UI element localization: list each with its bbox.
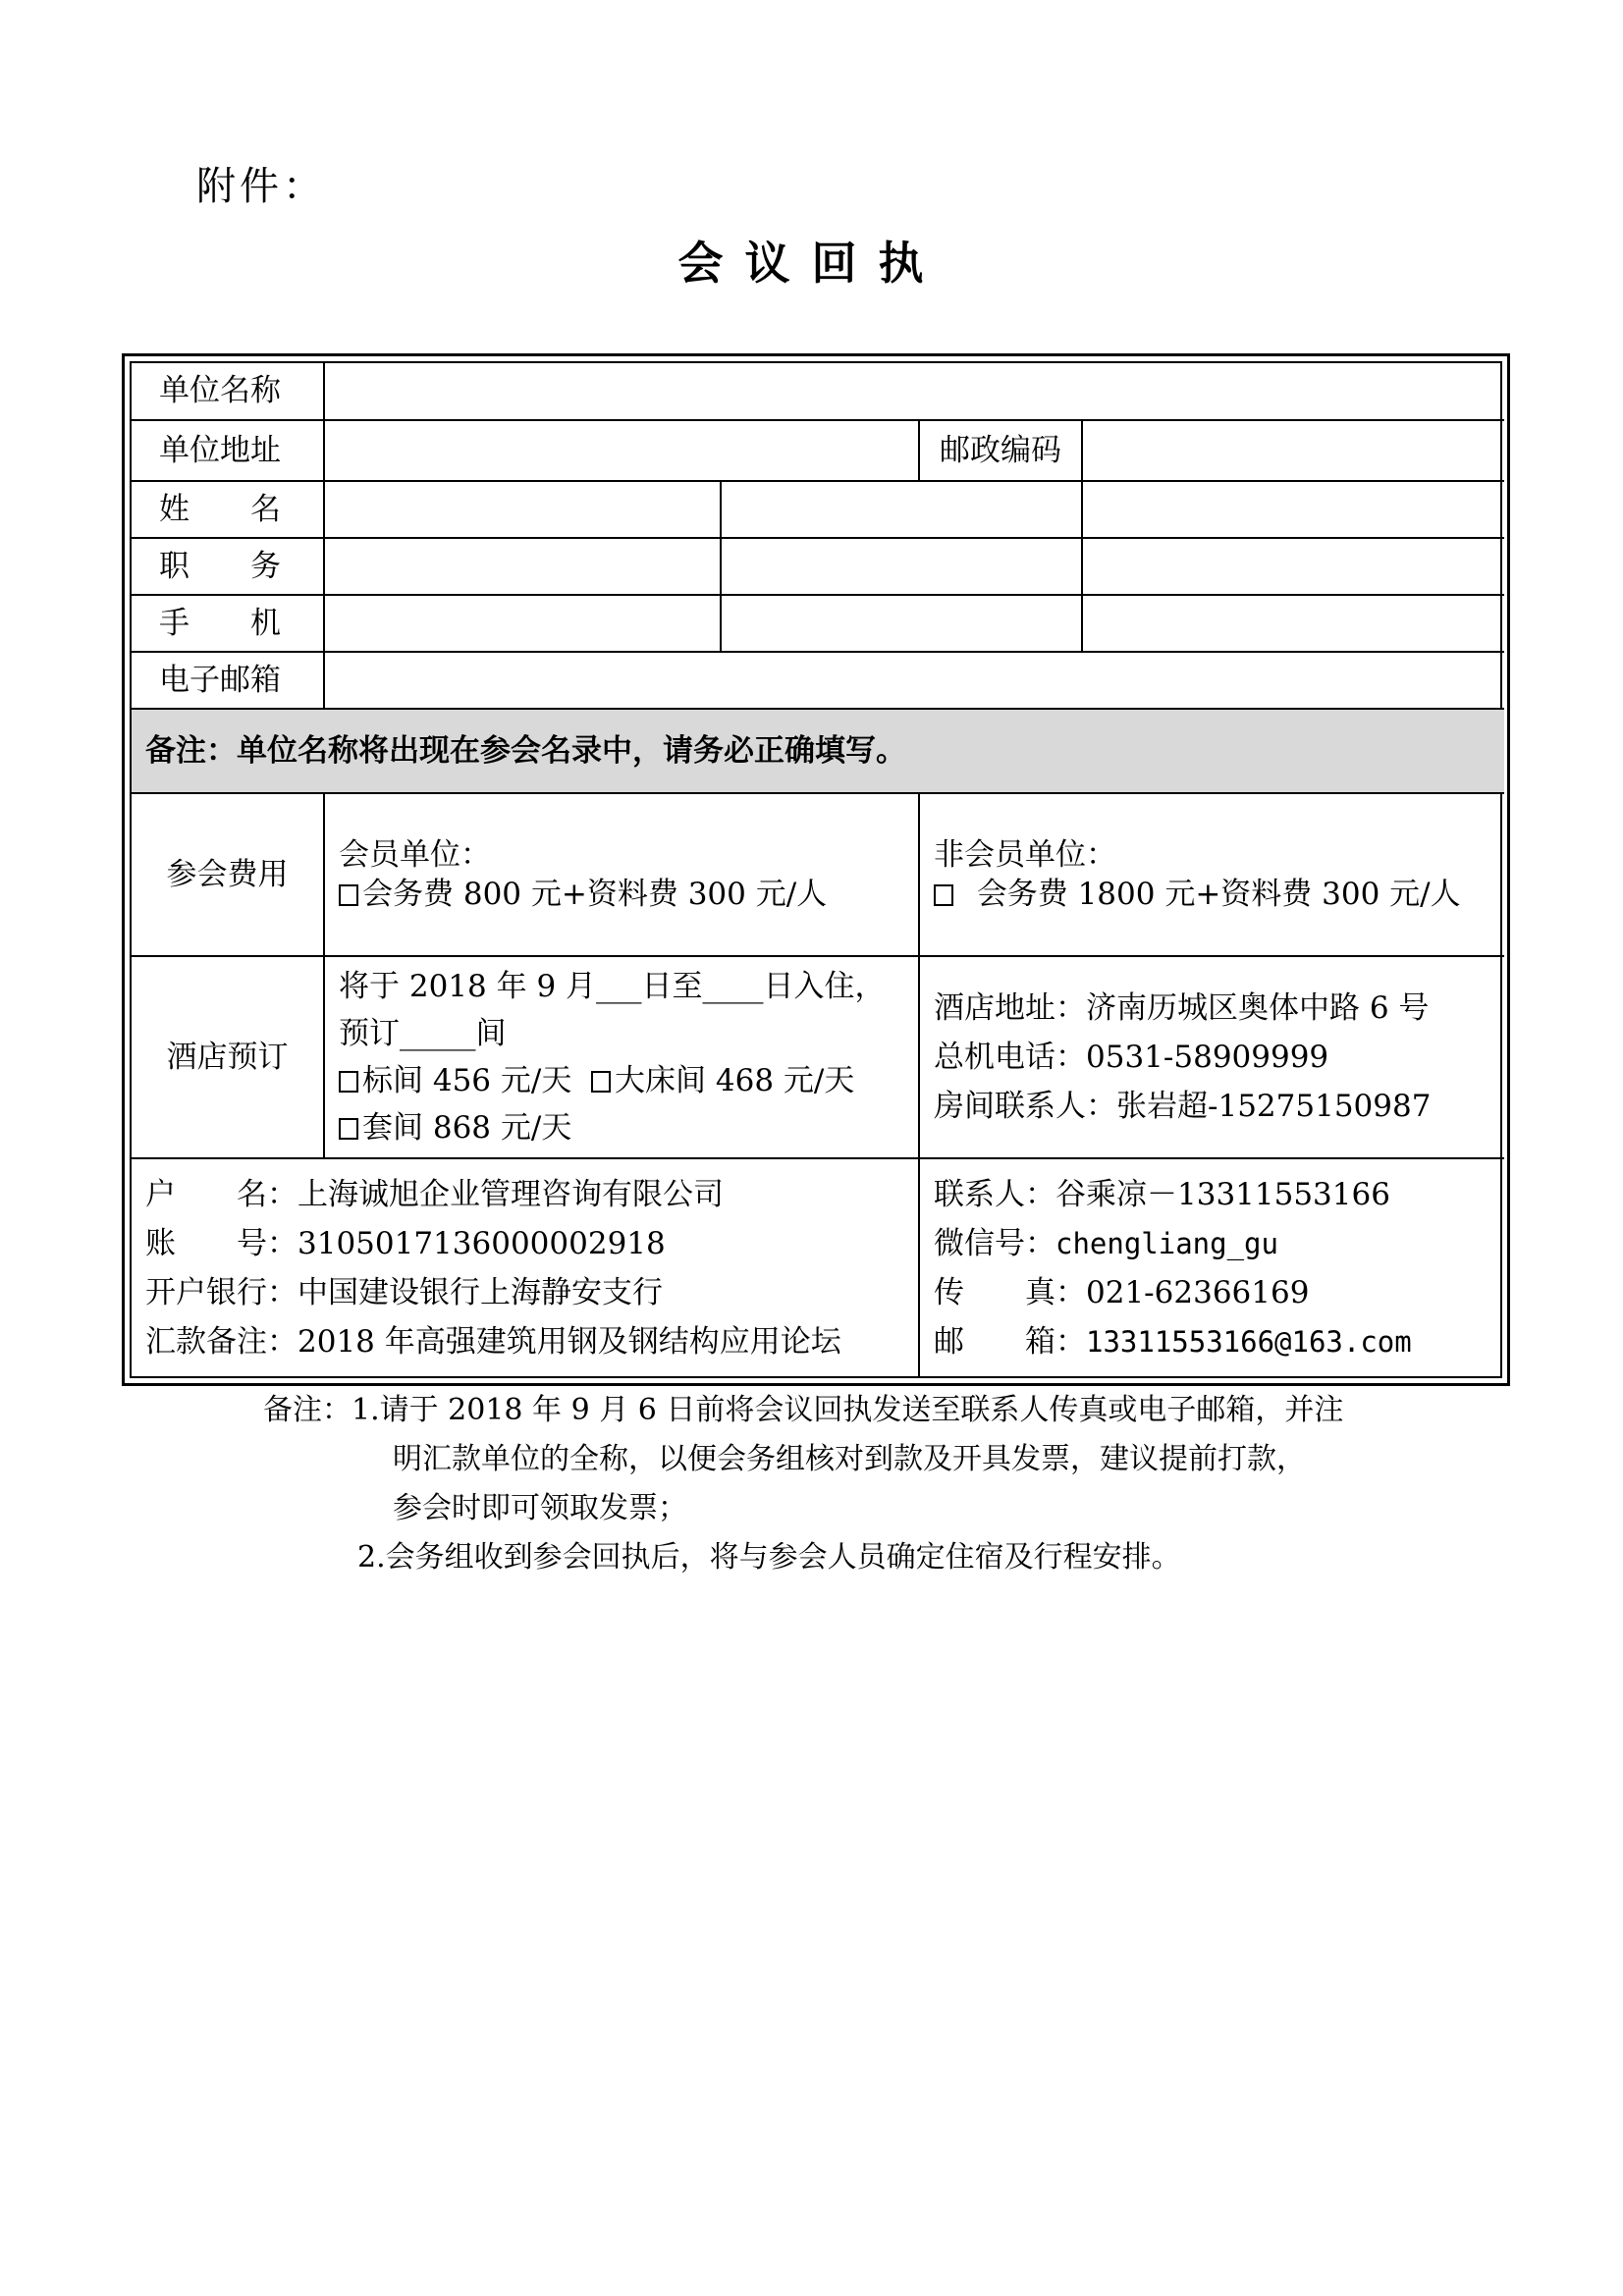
non-member-fee-cell bbox=[919, 793, 1504, 956]
account-name-key: 户 名： bbox=[145, 1176, 298, 1212]
position-field-1[interactable] bbox=[324, 538, 721, 595]
account-name: 上海诚旭企业管理咨询有限公司 bbox=[298, 1176, 724, 1212]
mail-address: 13311553166@163.com bbox=[1086, 1324, 1412, 1359]
wechat-key: 微信号： bbox=[934, 1225, 1055, 1261]
wechat-row bbox=[934, 1219, 1490, 1268]
row-email bbox=[132, 652, 1504, 709]
checkbox-icon[interactable] bbox=[339, 884, 358, 906]
account-no-key: 账 号： bbox=[145, 1225, 298, 1261]
mail-key: 邮 箱： bbox=[934, 1323, 1086, 1360]
checkbox-icon[interactable] bbox=[934, 884, 953, 906]
room-king: 大床间 468 元/天 bbox=[615, 1063, 855, 1098]
bank-info-cell bbox=[132, 1158, 919, 1376]
remark-key: 汇款备注： bbox=[145, 1323, 298, 1360]
contact-person-row bbox=[934, 1170, 1490, 1219]
checkbox-icon[interactable] bbox=[591, 1071, 611, 1093]
position-field-2[interactable] bbox=[721, 538, 1082, 595]
unit-name-label: 单位名称 bbox=[132, 363, 324, 420]
unit-address-field[interactable] bbox=[324, 420, 919, 481]
footnote-line4: 2.会务组收到参会回执后，将与参会人员确定住宿及行程安排。 bbox=[357, 1540, 1181, 1575]
attachment-label: 附件： bbox=[196, 164, 326, 209]
row-position bbox=[132, 538, 1504, 595]
room-suite: 套间 868 元/天 bbox=[362, 1110, 572, 1146]
row-name bbox=[132, 481, 1504, 538]
mobile-field-1[interactable] bbox=[324, 595, 721, 652]
mobile-field-3[interactable] bbox=[1082, 595, 1504, 652]
fax-row bbox=[934, 1268, 1490, 1317]
contact-cell bbox=[919, 1158, 1504, 1376]
member-fee-cell bbox=[324, 793, 919, 956]
receipt-form bbox=[122, 353, 1510, 1386]
room-standard: 标间 456 元/天 bbox=[362, 1063, 572, 1098]
account-no-row bbox=[145, 1219, 904, 1268]
footnote-line3: 参会时即可领取发票； bbox=[393, 1491, 687, 1525]
account-no: 3105017136000002918 bbox=[298, 1225, 666, 1261]
hotel-booking-line2: 预订_____间 bbox=[339, 1016, 507, 1051]
footnote-line1: 备注：1.请于 2018 年 9 月 6 日前将会议回执发送至联系人传真或电子邮箱，并注 bbox=[263, 1393, 1344, 1427]
row-bank-contact bbox=[132, 1158, 1504, 1376]
row-note bbox=[132, 709, 1504, 793]
name-field-1[interactable] bbox=[324, 481, 721, 538]
mail-row bbox=[934, 1317, 1490, 1366]
checkbox-icon[interactable] bbox=[339, 1071, 358, 1093]
contact-person-key: 联系人： bbox=[934, 1176, 1055, 1212]
row-fee bbox=[132, 793, 1504, 956]
fee-label: 参会费用 bbox=[132, 793, 324, 956]
footnotes bbox=[263, 1386, 1461, 1582]
remark-text: 2018 年高强建筑用钢及钢结构应用论坛 bbox=[298, 1323, 841, 1360]
receipt-table bbox=[132, 363, 1504, 1376]
checkbox-icon[interactable] bbox=[339, 1118, 358, 1140]
remark-row bbox=[145, 1317, 904, 1366]
mobile-field-2[interactable] bbox=[721, 595, 1082, 652]
unit-name-field[interactable] bbox=[324, 363, 1504, 420]
hotel-booking-cell bbox=[324, 956, 919, 1158]
row-mobile bbox=[132, 595, 1504, 652]
email-field[interactable] bbox=[324, 652, 1504, 709]
unit-address-label: 单位地址 bbox=[132, 420, 324, 481]
hotel-label: 酒店预订 bbox=[132, 956, 324, 1158]
name-label: 姓 名 bbox=[132, 481, 324, 538]
room-suite-row bbox=[339, 1104, 904, 1151]
name-field-2[interactable] bbox=[721, 481, 1082, 538]
bank-row bbox=[145, 1268, 904, 1317]
footnote-line2: 明汇款单位的全称，以便会务组核对到款及开具发票，建议提前打款， bbox=[393, 1442, 1306, 1476]
mobile-label: 手 机 bbox=[132, 595, 324, 652]
hotel-room-contact: 房间联系人：张岩超-15275150987 bbox=[934, 1089, 1432, 1124]
member-option-label: 会务费 800 元+资料费 300 元/人 bbox=[362, 877, 828, 912]
receipt-form-inner bbox=[130, 361, 1502, 1378]
hotel-booking-line1: 将于 2018 年 9 月___日至____日入住， bbox=[339, 969, 886, 1004]
account-name-row bbox=[145, 1170, 904, 1219]
email-label: 电子邮箱 bbox=[132, 652, 324, 709]
position-label: 职 务 bbox=[132, 538, 324, 595]
row-hotel bbox=[132, 956, 1504, 1158]
contact-person: 谷乘凉－13311553166 bbox=[1055, 1176, 1390, 1212]
hotel-info-cell bbox=[919, 956, 1504, 1158]
name-field-3[interactable] bbox=[1082, 481, 1504, 538]
non-member-title: 非会员单位： bbox=[934, 836, 1116, 873]
position-field-3[interactable] bbox=[1082, 538, 1504, 595]
hotel-address: 酒店地址：济南历城区奥体中路 6 号 bbox=[934, 990, 1430, 1026]
hotel-phone: 总机电话：0531-58909999 bbox=[934, 1040, 1329, 1075]
wechat-id: chengliang_gu bbox=[1055, 1226, 1278, 1260]
non-member-option-label: 会务费 1800 元+资料费 300 元/人 bbox=[976, 877, 1461, 912]
fax-number: 021-62366169 bbox=[1086, 1274, 1310, 1310]
member-title: 会员单位： bbox=[339, 836, 491, 873]
row-unit-name bbox=[132, 363, 1504, 420]
note-text: 备注：单位名称将出现在参会名录中，请务必正确填写。 bbox=[132, 709, 1504, 793]
fax-key: 传 真： bbox=[934, 1274, 1086, 1310]
bank-key: 开户银行： bbox=[145, 1274, 298, 1310]
page-title: 会议回执 bbox=[677, 237, 946, 290]
row-unit-address bbox=[132, 420, 1504, 481]
bank-name: 中国建设银行上海静安支行 bbox=[298, 1274, 663, 1310]
postcode-label: 邮政编码 bbox=[919, 420, 1082, 481]
member-option[interactable] bbox=[339, 875, 904, 914]
room-type-row bbox=[339, 1057, 904, 1104]
postcode-field[interactable] bbox=[1082, 420, 1504, 481]
non-member-option[interactable] bbox=[934, 875, 1490, 914]
